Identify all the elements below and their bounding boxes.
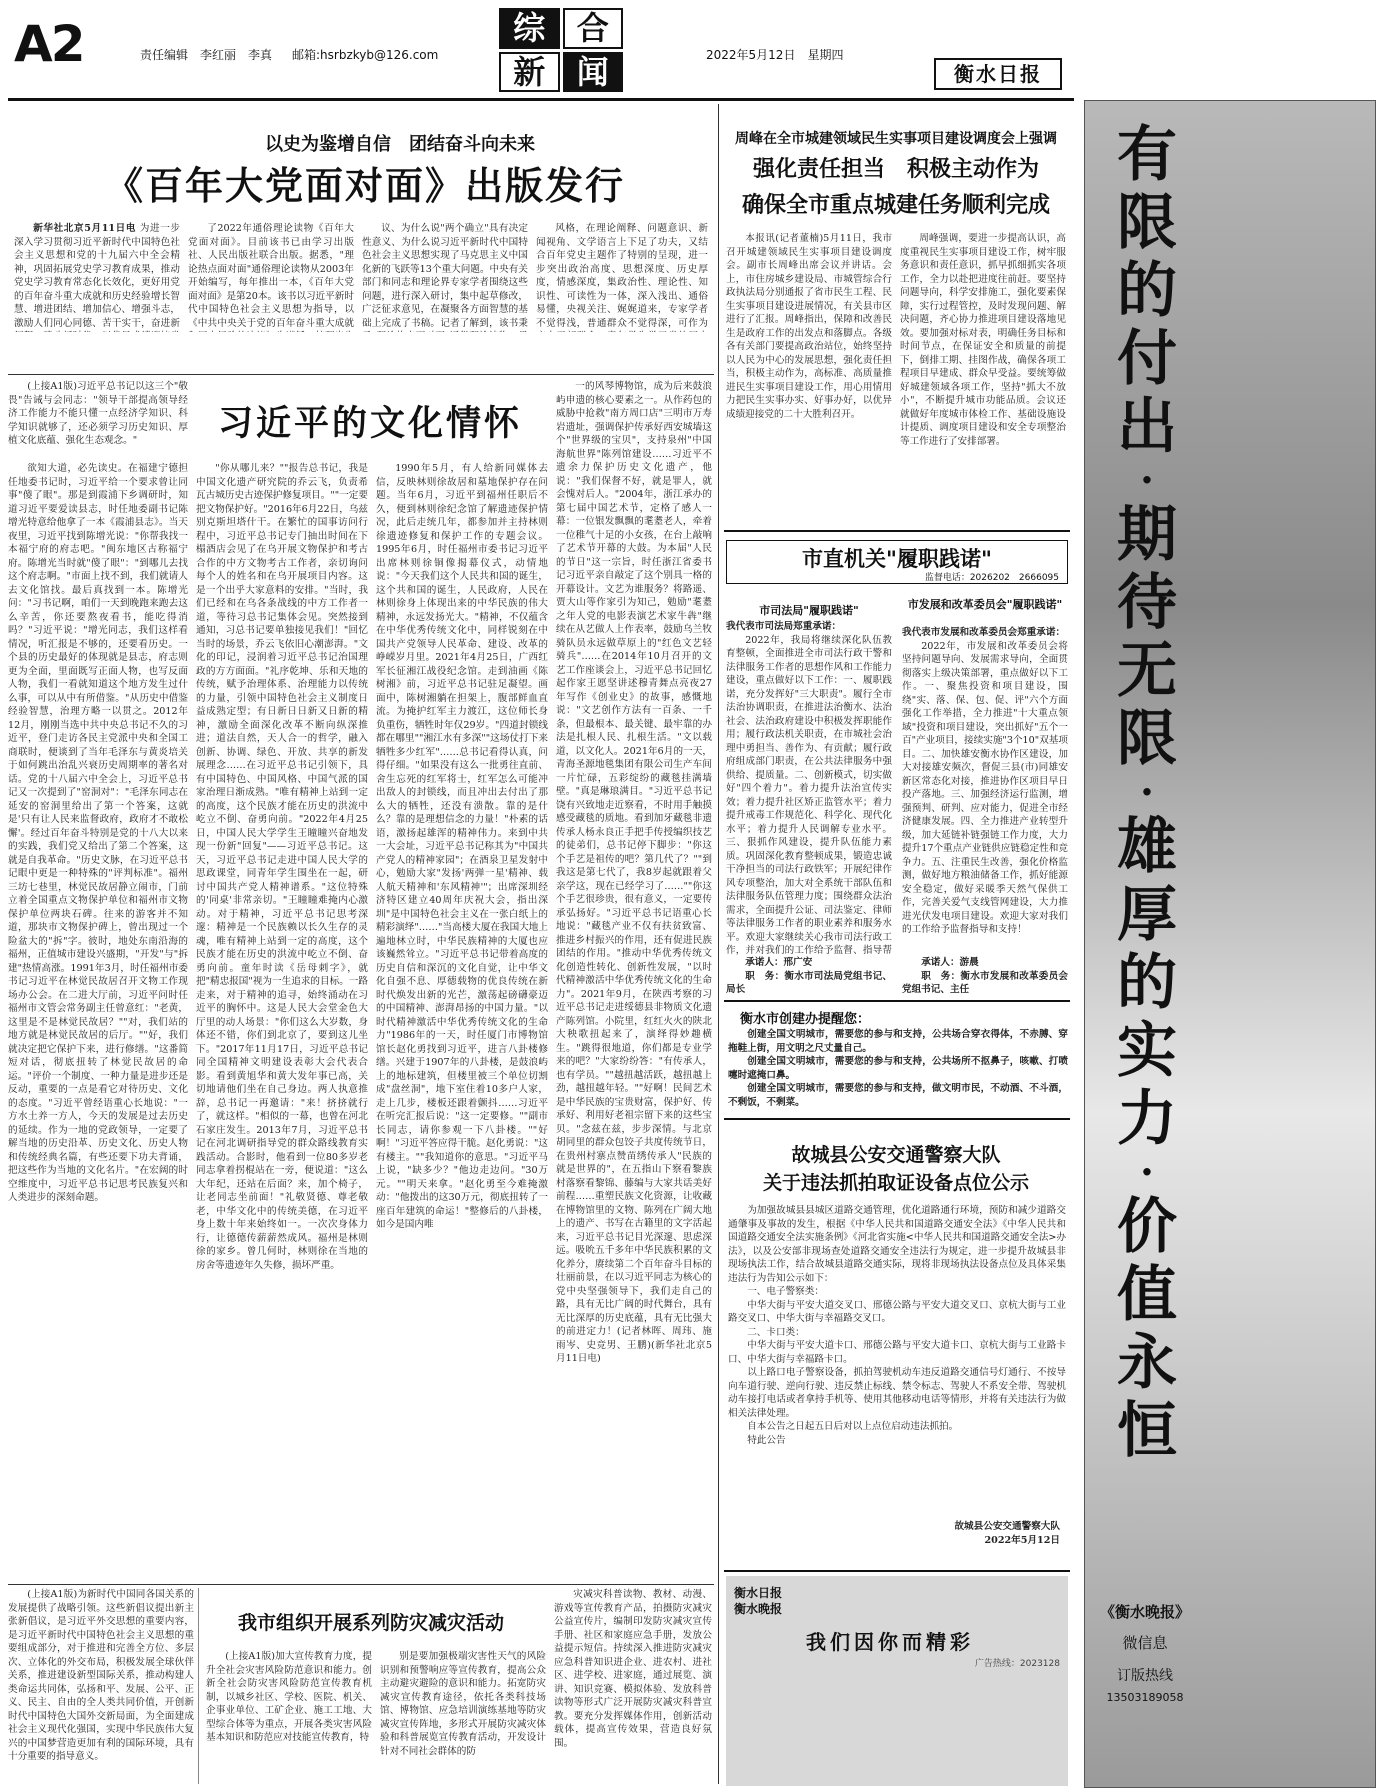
slogan-char: 待	[1117, 568, 1177, 638]
slogan-char: 的	[1117, 256, 1177, 326]
divider	[718, 104, 719, 1784]
lead-headline: 《百年大党面对面》出版发行	[104, 163, 625, 208]
lvzhi-right-body: 我代表市发展和改革委员会郑重承诺： 2022年，市发展和改革委员会将坚持问题导向、发展需求导向，全面贯彻落实上级决策部署，重点做好以下工作。一、聚焦投资和项目建设，围绕"实、落、保、包、促、评"六个方面强化工作举措，全力推进"十大重点领域"投资和项目建设，突出抓好"五个一百"产业项目，接续实施"3个10"双基项目。二、加快雄安衡水协作区建设，加大对接雄安频次，督促三县(市)同雄安新区常态化对接，推进协作区项目早日投产落地。三、加强经济运行监测，增强预判、研判、应对能力，促进全市经济健康发展。四、全力推进产业转型升级，加大延链补链强链工作力度，大力提升17个重点产业链供应链稳定性和竞争力。五、注重民生改善，强化价格监测，做好地方粮油储备工作，抓好能源安全稳定，做好采暖季天然气保供工作，完善关爱气支线管网建设，大力推进光伏发电项目建设。欢迎大家对我们的工作给予监督指导和支持！	[902, 627, 1068, 935]
lead-col-1: 新华社北京5月11日电 为进一步深入学习贯彻习近平新时代中国特色社会主义思想和党的十九届六中全会精神，巩固拓展党史学习教育成果，推动党史学习教育常态化长效化，更好用党的百年奋斗重大成就和历史经验增长智慧、增进团结、增加信心、增强斗志，激励人们同心同德、苦干实干，奋进新	[14, 223, 180, 329]
lvzhi-title: 市直机关"履职践诺"	[802, 546, 992, 571]
lead-kicker: 以史为鉴增自信 团结奋斗向未来	[265, 134, 535, 155]
ad-slogan: 我们因你而精彩	[806, 1630, 974, 1654]
police-body: 为加强故城县县城区道路交通管理，优化道路通行环境，预防和减少道路交通肇事及事故的发生，根据《中华人民共和国道路交通安全法》《中华人民共和国道路交通安全法实施条例》《河北省实施<中华人民共和国道路交通安全法>办法》，以及公安部非现场查处道路交通安全违法行为规定，进一步提升故城县非现场执法工作，结合故城县道路交通实际，现将非现场执法设备点位及具体采集违法行为告知公示如下： 一、电子警察类： 中华大街与平安大道交叉口、邢德公路与平安大道交叉口、京杭大街与工业路交叉口、中华大街与幸福路交叉口。 二、卡口类： 中华大街与平安大道卡口、邢德公路与平安大道卡口、京杭大街与工业路卡口、中华大街与幸福路卡口。 以上路口电子警察设备，抓拍驾驶机动车违反道路交通信号灯通行、不按导向车道行驶、逆向行驶、违反禁止标线、禁令标志、驾驶人不系安全带、驾驶机动车接打电话或者拿持手机等、使用其他移动电话等情形，并将有关违法行为做相关法律处理。 自本公告之日起五日后对以上点位启动违法抓拍。 特此公告	[728, 1205, 1066, 1446]
xi-col-3: 1990年5月，有人给新同媒体去信，反映林则徐故居和墓地保护存在问题。当年6月，习近平到福州任职后不久，便到林则徐纪念馆了解遗迹保护情况，此后走统几年，都参加并主持林则徐遗迹修复和保护工作的专题会议。1995年6月，时任福州市委书记习近平出席林则徐铜像揭幕仪式，动情地说："今天我们这个人民共和国的诞生，这个共和国的诞生，人民政府，人民在林则徐身上体现出来的中华民族的伟大精神，永远发扬光大。"精神，不仅蕴含在中华优秀传统文化中，同样锐刻在中国共产党领导人民革命、建设、改革的峥嵘岁月里。2021年4月25日，广西红军长征湘江战役纪念馆。走到油画《陈树湘》前，习近平总书记驻足凝望。画面中，陈树湘躺在担架上，腹部鲜血直流。为掩护红军主力渡江，这位师长身负重伤，牺牲时年仅29岁。"四道封锁线都在哪里""湘江水有多深""这场仗打下来牺牲多少红军"……总书记看得认真，问得仔细。"如果没有这么一批勇往直前、舍生忘死的红军将士，红军怎么可能冲出敌人的封锁线，而且冲出去付出了那么大的牺牲，还没有溃散。靠的是什么？靠的是理想信念的力量！"朴素的话语，激扬起雄浑的精神伟力。来到中共一大会址，习近平总书记称其为"中国共产党人的精神家园"；在酒泉卫星发射中心，勉励大家"发扬'两弹一星'精神、载人航天精神和'东风精神'"；出席深圳经济特区建立40周年庆祝大会，指出深圳"是中国特色社会主义在一张白纸上的精彩演绎"……"当高楼大厦在我国大地上遍地林立时，中华民族精神的大厦也应该巍然耸立。"习近平总书记带着高度的历史自信和深沉的文化自觉，让中华文化自强不息、厚德载物的优良传统在新时代焕发出新的光芒，激荡起磅礴豪迈的中国精神、澎湃昂扬的中国力量。"以时代精神激活中华优秀传统文化的生命力"1986年的一天，时任厦门市博物馆馆长赵化勇找到习近平，进言八卦楼修缮。兴建于1907年的八卦楼，是鼓浪屿上的地标建筑，但楼里被三个单位切割成"盘丝洞"，地下室住着10多户人家，走上几步，楼板还跟着颤抖……习近平在听完汇报后说："这一定要修。""副市长同志，请你参观一下八卦楼。""好啊！"习近平答应得干脆。赵化勇说："这有楼主。""我知道你的意思。"习近平马上说，"缺多少？"他边走边问。"30万元。""明天来拿。"赵化勇至今难掩激动："他拨出的这30万元，彻底扭转了一座百年建筑的命运！"整修后的八卦楼，如今是国内唯	[376, 463, 548, 1230]
lvzhi-right-heading: 市发展和改革委员会"履职践诺"	[907, 598, 1063, 611]
xi-intro: (上接A1版)习近平总书记以这三个"敬畏"告诫与会同志："领导干部提高领导经济工作能力不能只懂一点经济学知识、科学知识就够了，还必须学习历史知识、厚植文化底蕴、强化生态观念。"	[8, 381, 188, 446]
slogan-char: 实	[1117, 1016, 1177, 1086]
paper-name: 衡水日报	[934, 58, 1062, 90]
xi-col-2: "你从哪儿来？""报告总书记，我是中国文化遗产研究院的乔云飞，负责希瓦古城历史古迹保护修复项目。""一定要把文物保护好。"2016年6月22日，乌兹别克斯坦塔什干。在繁忙的国事访问行程中，习近平总书记专门抽出时间在下榻酒店会见了在乌开展文物保护和考古合作的中方文物考古工作者，亲切询问每个人的姓名和在乌开展项目内容。这是一个出乎大家意料的安排。"当时，我们已经和在乌各条战线的中方工作者一道，等待习总书记集体会见。突然接到通知，习总书记要单独接见我们！"回忆当时的场景，乔云飞依旧心潮澎湃。"文化的印记，浸润着习近平总书记治国理政的方方面面。"礼序乾坤、乐和天地的传统，赋予治理体系、治理能力以传统的力量，引领中国特色社会主义制度日益成熟定型；有日新日日新又日新的精神，激励全面深化改革不断向纵深推进；道法自然，天人合一的哲学，融入创新、协调、绿色、开放、共享的新发展理念……在习近平总书记引领下，具有中国特色、中国风格、中国气派的国家治理日渐成熟。"唯有精神上站到一定的高度，这个民族才能在历史的洪流中屹立不倒、奋勇向前。"2022年4月25日，中国人民大学学生王瞳瞳兴奋地发现一份新"回复"——习近平总书记。这天，习近平总书记走进中国人民大学的思政课堂，同青年学生围坐在一起，研讨中国共产党人精神谱系。"这位特殊的'同桌'非常亲切。"王瞳瞳难掩内心激动。对于精神，习近平总书记思考深邃：精神是一个民族赖以长久生存的灵魂，唯有精神上站到一定的高度，这个民族才能在历史的洪流中屹立不倒、奋勇向前。童年时读《岳母刺字》，就把"精忠报国"视为一生追求的目标。一路走来，对于精神的追寻，始终涌动在习近平的胸怀中。这是人民大会堂金色大厅里的动人场景："你们这么大岁数，身体还不错，你们到北京了，要到这儿坐下。"2017年11月17日，习近平总书记同全国精神文明建设表彰大会代表合影。看到黄旭华和黄大发年事已高，关切地请他们坐在自己身边。两人执意推辞，总书记一再邀请："来！挤挤就行了，就这样。"相似的一幕，也曾在河北石家庄发生。2013年7月，习近平总书记在河北调研指导党的群众路线教育实践活动。合影时，他看到一位80多岁老同志拿着拐棍站在一旁，便说道："这么大年纪，还站在后面？来，加个椅子，让老同志坐前面！"礼敬贤德、尊老敬老，中华文化中的传统美德，在习近平身上数十年来始终如一。一次次身体力行，让德德传薪薪然成风。福州是林则徐的家乡。曾几何时，林则徐在当地的房舍等遗迹年久失修，损坏严重。	[196, 463, 368, 1271]
ad-brand-1: 衡水日报	[734, 1586, 783, 1600]
slogan-char: 厚	[1117, 880, 1177, 950]
xi-title: 习近平的文化情怀	[217, 403, 522, 444]
bottom-left-article: (上接A1版)为新时代中国同各国关系的发展提供了战略引领。这些新倡议提出新主张新倡议，是习近平外交思想的重要内容，是习近平新时代中国特色社会主义思想的重要组成部分，对于推进和完善全方位、多层次、立体化的外交布局，积极发展全球伙伴关系，推进建设新型国际关系，推动构建人类命运共同体，弘扬和平、发展、公平、正义、民主、自由的全人类共同价值，开创新时代中国特色大国外交新局面，为全面建成社会主义现代化强国，实现中华民族伟大复兴的中国梦营造更加有利的国际环境，具有十分重要的指导意义。	[8, 1589, 194, 1762]
police-title-2: 关于违法抓拍取证设备点位公示	[762, 1172, 1029, 1194]
police-signature: 故城县公安交通警察大队 2022年5月12日	[954, 1521, 1060, 1546]
lead-col-4: 风格，在理论阐释、问题意识、新闻视角、文学语言上下足了功夫，又结合百年党史主题作了特别的呈现，进一步突出政治高度、思想深度、历史厚度，情感深度，集政治性、理论性、知识性、可读性为一体，深入浅出、通俗易懂，央视关注、娓娓道来，专家学者不觉得浅，普通群众不觉得深，可作为	[536, 223, 708, 329]
slogan-char: 出	[1117, 392, 1177, 462]
lead-col-3: 议、为什么说"两个确立"具有决定性意义、为什么说习近平新时代中国特色社会主义思想实现了马克思主义中国化新的飞跃等13个重大问题。中央有关部门和同志和理论界专家学者围绕这些问题，进行深入研讨，集中起草修改，广泛征求意见，在凝聚各方面智慧的基础上完成了书稿。记者了解到，该书秉	[362, 223, 528, 329]
page-number: A2	[14, 15, 84, 73]
zhou-kicker: 周峰在全市城建领域民生实事项目建设调度会上强调	[735, 131, 1057, 147]
divider	[8, 1584, 714, 1585]
slogan-char: ·	[1140, 1149, 1154, 1196]
xi-col-1: 欲知大道，必先读史。在福建宁德担任地委书记时，习近平给一个要求曾让同事"傻了眼"。那是到霞浦下乡调研时，知道习近平要爱读县志，时任地委副书记陈增光特意给他拿了一本《霞浦县志》。当天夜里，习近平找到陈增光说："你帮我找一本福宁府的府志吧。"闽东地区古称福宁府。陈增光当时就"傻了眼"："到哪儿去找这个府志啊。"市面上找不到，我们就请人去文化馆找。最后真找到一本。陈增光问："习书记啊，咱们一天到晚跑来跑去这么辛苦，你还要熬夜看书，能吃得消吗？"习近平说："增光同志，我们这样看情况，听汇报是不够的，还要看历史。一个县的历史最好的体现就是县志，府志则更为全面，里面既写正面人物，也写反面人物，我们一看就知道这个地方发生过什么事，可以从中有所借鉴。"从历史中借鉴经验智慧，治理方略一以贯之。2012年12月，刚刚当选中共中央总书记不久的习近平，登门走访各民主党派中央和全国工商联时，便谈到了当年毛泽东与黄炎培关于如何跳出治乱兴衰历史周期率的著名对话。党的十八届六中全会上，习近平总书记又一次提到了"窑洞对"："毛泽东同志在延安的窑洞里给出了第一个答案，这就是'只有让人民来监督政府，政府才不敢松懈'。经过百年奋斗特别是党的十八大以来的实践，我们党又给出了第二个答案，这就是自我革命。"历史文脉，在习近平总书记眼中更是一种特殊的"评判标准"。福州三坊七巷里，林觉民故居静立闹市，门前立着全国重点文物保护单位和福州市文物保护单位两块石碑。往来的游客并不知道，那块市文物保护碑上，曾出现过一个险盆大的"拆"字。彼时，地处东南沿海的福州，正值城市建设兴盛期，"开发"与"拆建"热情高涨。1991年3月，时任福州市委书记习近平在林觉民故居召开文物工作现场办公会。在二进大厅前，习近平问时任福州市文管会常务副主任曾意红："老黄，这里是不是林觉民故居？""对，我们站的地方就是林觉民故居的后厅。""好，我们就决定把它保护下来，进行修缮。"这番简短对话，彻底扭转了林觉民故居的命运。"评价一个制度、一种力量是进步还是反动，重要的一点是看它对待历史、文化的态度。"习近平曾经语重心长地说："一方水土养一方人，今天的发展是过去历史的延续。作为一地的党政领导，一定要了解当地的历史沿革、历史文化、历史人物和传统经典名篇，有些还要下功夫背诵，把这些作为当地的文化名片。"在宏阔的时空维度中，习近平总书记思考民族复兴和人类进步的深刻命题。	[8, 463, 188, 1203]
section-char: 合	[563, 8, 624, 49]
police-title-1: 故城县公安交通警察大队	[791, 1144, 1001, 1166]
sidebar-info	[1099, 1601, 1191, 1704]
disaster-col-2: 别是要加强极端灾害性天气的风险识别和预警响应等宣传教育，提高公众主动避灾避险的意识和能力。拓宽防灾减灾宣传教育途径，依托各类科技场馆、博物馆、应急培训演练基地等防灾减灾宣传阵地，多形式开展防灾减灾体验和科普展览宣传教育活动，开发设计针对不同社会群体的防	[380, 1651, 546, 1757]
lead-col-2: 了2022年通俗理论读物《百年大党面对面》。目前该书已由学习出版社、人民出版社联合出版。据悉，"理论热点面对面"通俗理论读物从2003年开始编写，每年推出一本，《百年大党面对面》是第20本。该书以习近平新时代中国特色社会主义思想为指导，以《中共中央关于党的百年奋斗重大成就	[188, 223, 354, 329]
slogan-char: 限	[1117, 704, 1177, 774]
slogan-char: 值	[1117, 1260, 1177, 1330]
ad-brand-2: 衡水晚报	[734, 1602, 783, 1616]
xi-col-4: 一的风琴博物馆，成为后来鼓浪屿申遗的核心要素之一。从作药包的威胁中抢救"南方周口店"三明市万寿岩遗址，强调保护传承好西安城墙这个"世界级的宝贝"，支持泉州"中国海航世界"陈列馆建设……习近平不遗余力保护历史文化遗产，他说："我们保督不好，就是罪人，就会愧对后人。"2004年，浙江承办的第七届中国艺术节，定格了感人一幕：一位银发飘飘的耄耋老人，牵着一位稚气十足的小女孩，在台上敲响了艺术节开幕的大鼓。为本届"人民的节日"这一宗旨，时任浙江省委书记习近平亲自敲定了这个别具一格的开幕设计。文艺为谁服务？将路遥、贾大山等作家引为知己，勉励"耄耋之年人党的电影表演艺术家牛犇"继续在从艺做人上作表率，鼓励乌兰牧骑队员永远做草原上的"红色文艺轻骑兵"……在2014年10月召开的文艺工作座谈会上，习近平总书记回忆起作家王愿坚讲述穆青舞点亮夜27年写作《创业史》的故事，感慨地说："文艺创作方法有一百条、一千条，但最根本、最关键、最牢靠的办法是扎根人民、扎根生活。"文以载道，以文化人。2021年6月的一天，青海圣源地毯集团有限公司生产车间一片忙碌，五彩绽纷的藏毯挂满墙壁。"真是琳琅满目。"习近平总书记饶有兴致地走近察看，不时用手触摸感受藏毯的质地。看到加牙藏毯非遗传承人杨永良正手把手传授编织技艺的徒弟们，总书记停下脚步："你这个手艺是祖传的吧？第几代了？""到我这是第七代了，我8岁起就跟着父亲学这，现在已经学习了……""你这个手艺很珍贵，很有意义，一定要传承弘扬好。"习近平总书记语重心长地说："藏毯产业不仅有扶贫致富、推进乡村振兴的作用，还有促进民族团结的作用。"推动中华优秀传统文化创造性转化、创新性发展，"以时代精神激活中华优秀传统文化的生命力"。2021年9月，在陕西考察的习近平总书记走进绥德县非物质文化遗产陈列馆。小院里，红红火火的陕北大秧歌扭起来了，演绎得妙趣横生。"跳得很地道，你们都是专业学来的吧？"大家纷纷答："有传承人，也有学员。""越扭越活跃，越扭越上劲，越扭越年轻。""好啊！民间艺术是中华民族的宝贵财富，保护好、传承好、利用好老祖宗留下来的这些宝贝。"念兹在兹，步步深情。与北京胡同里的群众包饺子共度传统节日，在贵州村寨点赞苗绣传承人"民族的就是世界的"，在五指山下察看黎族村落察看黎锦、藤编与大家共话美好前程……重塑民族文化资源，让收藏在博物馆里的文物、陈列在广阔大地上的遗产、书写在古籍里的文字活起来，习近平总书记目光深邃、思虑深远。吸吮五千多年中华民族积累的文化养分，赓续第二个百年奋斗目标的壮丽前景，在以习近平同志为核心的党中央坚强领导下，我们走自己的路，具有无比广阔的时代舞台，具有无比深厚的历史底蕴，具有无比强大的前进定力！(记者林晖、周玮、施雨岑、史竞男、王鹏)(新华社北京5月11日电)	[556, 381, 712, 1364]
slogan-char: 限	[1117, 188, 1177, 258]
zhou-col-1: 本报讯(记者董楠)5月11日，我市召开城建领域民生实事项目建设调度会。副市长周峰出席会议并讲话。会上，市住房城乡建设局、市城管综合行政执法局分别通报了省市民生工程、民生实事项目建设进展情况，有关县市区进行了汇报。周峰指出，保障和改善民生是政府工作的出发点和落脚点。各级各有关部门要提高政治站位，始终坚持以人民为中心的发展思想，强化责任担当，积极主动作为，高标准、高质量推进民生实事项目建设工作，用心用情用力把民生实事办实、好事办好，以优异成绩迎接党的二十大胜利召开。	[726, 233, 892, 420]
lvzhi-phone: 监督电话：2026202 2666095	[924, 573, 1059, 583]
create-city-title: 衡水市创建办提醒您：	[740, 1012, 871, 1027]
lvzhi-left-heading: 市司法局"履职践诺"	[759, 604, 859, 617]
zhou-headline-2: 确保全市重点城建任务顺利完成	[741, 192, 1050, 218]
divider	[724, 1118, 1070, 1120]
create-city-body: 创建全国文明城市，需要您的参与和支持，公共场合穿衣得体，不赤膊、穿拖鞋上街，用文明之尺丈量自己。 创建全国文明城市，需要您的参与和支持，公共场所不抠鼻子，咳嗽、打喷嚏时遮掩口鼻。 创建全国文明城市，需要您的参与和支持，做文明市民，不动酒、不斗酒，不剩饭，不剩菜。	[728, 1029, 1068, 1108]
lvzhi-right-sign: 承诺人：游晨 职 务：衡水市发展和改革委员会党组书记、主任	[902, 957, 1068, 995]
ad-hotline: 广告热线：2023128	[974, 1659, 1060, 1669]
divider	[8, 374, 714, 375]
email: 邮箱:hsrbzkyb@126.com	[292, 48, 439, 62]
divider	[724, 1000, 1070, 1002]
sidebar-wechat: 微信息	[1122, 1634, 1168, 1652]
slogan-column	[1111, 121, 1183, 1465]
ad-banner	[726, 1576, 1068, 1786]
slogan-char: 付	[1117, 324, 1177, 394]
slogan-char: ·	[1140, 769, 1154, 816]
slogan-char: 恒	[1117, 1396, 1177, 1466]
sidebar-paper: 《衡水晚报》	[1099, 1603, 1190, 1621]
section-char: 综	[499, 8, 560, 49]
divider	[198, 1588, 199, 1784]
slogan-char: ·	[1140, 457, 1154, 504]
issue-date: 2022年5月12日 星期四	[706, 48, 844, 62]
section-logo	[499, 8, 623, 92]
slogan-char: 无	[1117, 636, 1177, 706]
dateline: 新华社北京5月11日电	[33, 223, 137, 234]
slogan-char: 永	[1117, 1328, 1177, 1398]
divider	[724, 1570, 1070, 1572]
sidebar-ad	[1084, 100, 1376, 1788]
slogan-char: 雄	[1117, 812, 1177, 882]
slogan-char: 力	[1117, 1084, 1177, 1154]
slogan-char: 的	[1117, 948, 1177, 1018]
zhou-col-2: 周峰强调，要进一步提高认识，高度重视民生实事项目建设工作，树牢服务意识和责任意识，抓早抓细抓实各项工作，全力以赴把进度往前赶。要坚持问题导向，科学安排施工，强化要素保障，实行过程管控，及时发现问题、解决问题，齐心协力推进项目建设落地见效。要加强对标对表，明确任务目标和时间节点，在保证安全和质量的前提下，倒排工期、挂图作战，确保各项工程项目早建成、群众早受益。要统筹做好城建领域各项工作，坚持"抓大不放小"，不断提升城市功能品质。会议还就做好年度城市体检工作、基础设施设计提质、调度项目建设和安全专项整治等工作进行了安排部署。	[900, 233, 1066, 447]
slogan-char: 价	[1117, 1192, 1177, 1262]
slogan-char: 期	[1117, 500, 1177, 570]
lvzhi-left-sign: 承诺人：邢广安 职 务：衡水市司法局党组书记、局长	[726, 957, 892, 995]
sidebar-phone: 13503189058	[1106, 1691, 1184, 1704]
lvzhi-left-body: 我代表市司法局郑重承诺： 2022年，我局将继续深化队伍教育整顿，全面推进全市司法行政干警和法律服务工作者的思想作风和工作能力建设，重点做好以下工作：一、履职践诺，充分发挥好"三大职责"。履行全市法治协调职责，在推进法治衡水、法治社会、法治政府建设中积极发挥职能作用；履行政法机关职责，在市城社会治理中勇担当、善作为、有贡献；履行政府组成部门职责，在公共法律服务中强供给、提质量。二、创新模式，切实做好"四个着力"。着力提升法治宣传实效；着力提升社区矫正监管水平；着力提升戒毒工作规范化、科学化、现代化水平；着力提升人民调解专业水平。三、狠抓作风建设，提升队伍能力素质。巩固深化教育整顿成果，锻造忠诚干净担当的司法行政铁军；开展纪律作风专项整治，加大对全系统干部队伍和法律服务队伍管理力度；围绕群众法治需求，全面提升公证、司法鉴定、律师等法律服务工作者的职业素养和服务水平。欢迎大家继续关心我市司法行政工作，并对我们的工作给予监督、指导帮	[726, 621, 892, 956]
divider	[724, 530, 1070, 532]
disaster-title: 我市组织开展系列防灾减灾活动	[237, 1612, 504, 1634]
disaster-col-3: 灾减灾科普读物、教材、动漫、游戏等宣传教育产品，拍摄防灾减灾公益宣传片，编制印发防灾减灾宣传手册、社区和家庭应急手册，发放公益提示短信。持续深入推进防灾减灾应急科普知识进企业、进农村、进社区、进学校、进家庭，通过展览、演讲、知识竞赛、模拟体验、发放科普读物等形式广泛开展防灾减灾科普宣教。要充分发挥媒体作用，创新活动载体，提高宣传效果，营造良好氛围。	[554, 1589, 712, 1749]
lvzhi-box	[726, 540, 1068, 584]
sidebar-line: 订版热线	[1117, 1668, 1173, 1684]
zhou-headline-1: 强化责任担当 积极主动作为	[752, 156, 1039, 182]
editors: 责任编辑 李红丽 李真	[140, 48, 273, 62]
slogan-char: 有	[1117, 120, 1177, 190]
section-char: 新	[499, 52, 560, 93]
disaster-col-1: (上接A1版)加大宣传教育力度，提升全社会灾害风险防范意识和能力。创新全社会防灾害风险防范宣传教育机制，以城乡社区、学校、医院、机关、企事业单位、工矿企业、施工工地、大型综合体等为重点，开展各类灾害风险基本知识和防范应对技能宣传教育，特	[206, 1651, 372, 1743]
section-char: 闻	[563, 52, 624, 93]
header-rule	[8, 98, 1074, 101]
